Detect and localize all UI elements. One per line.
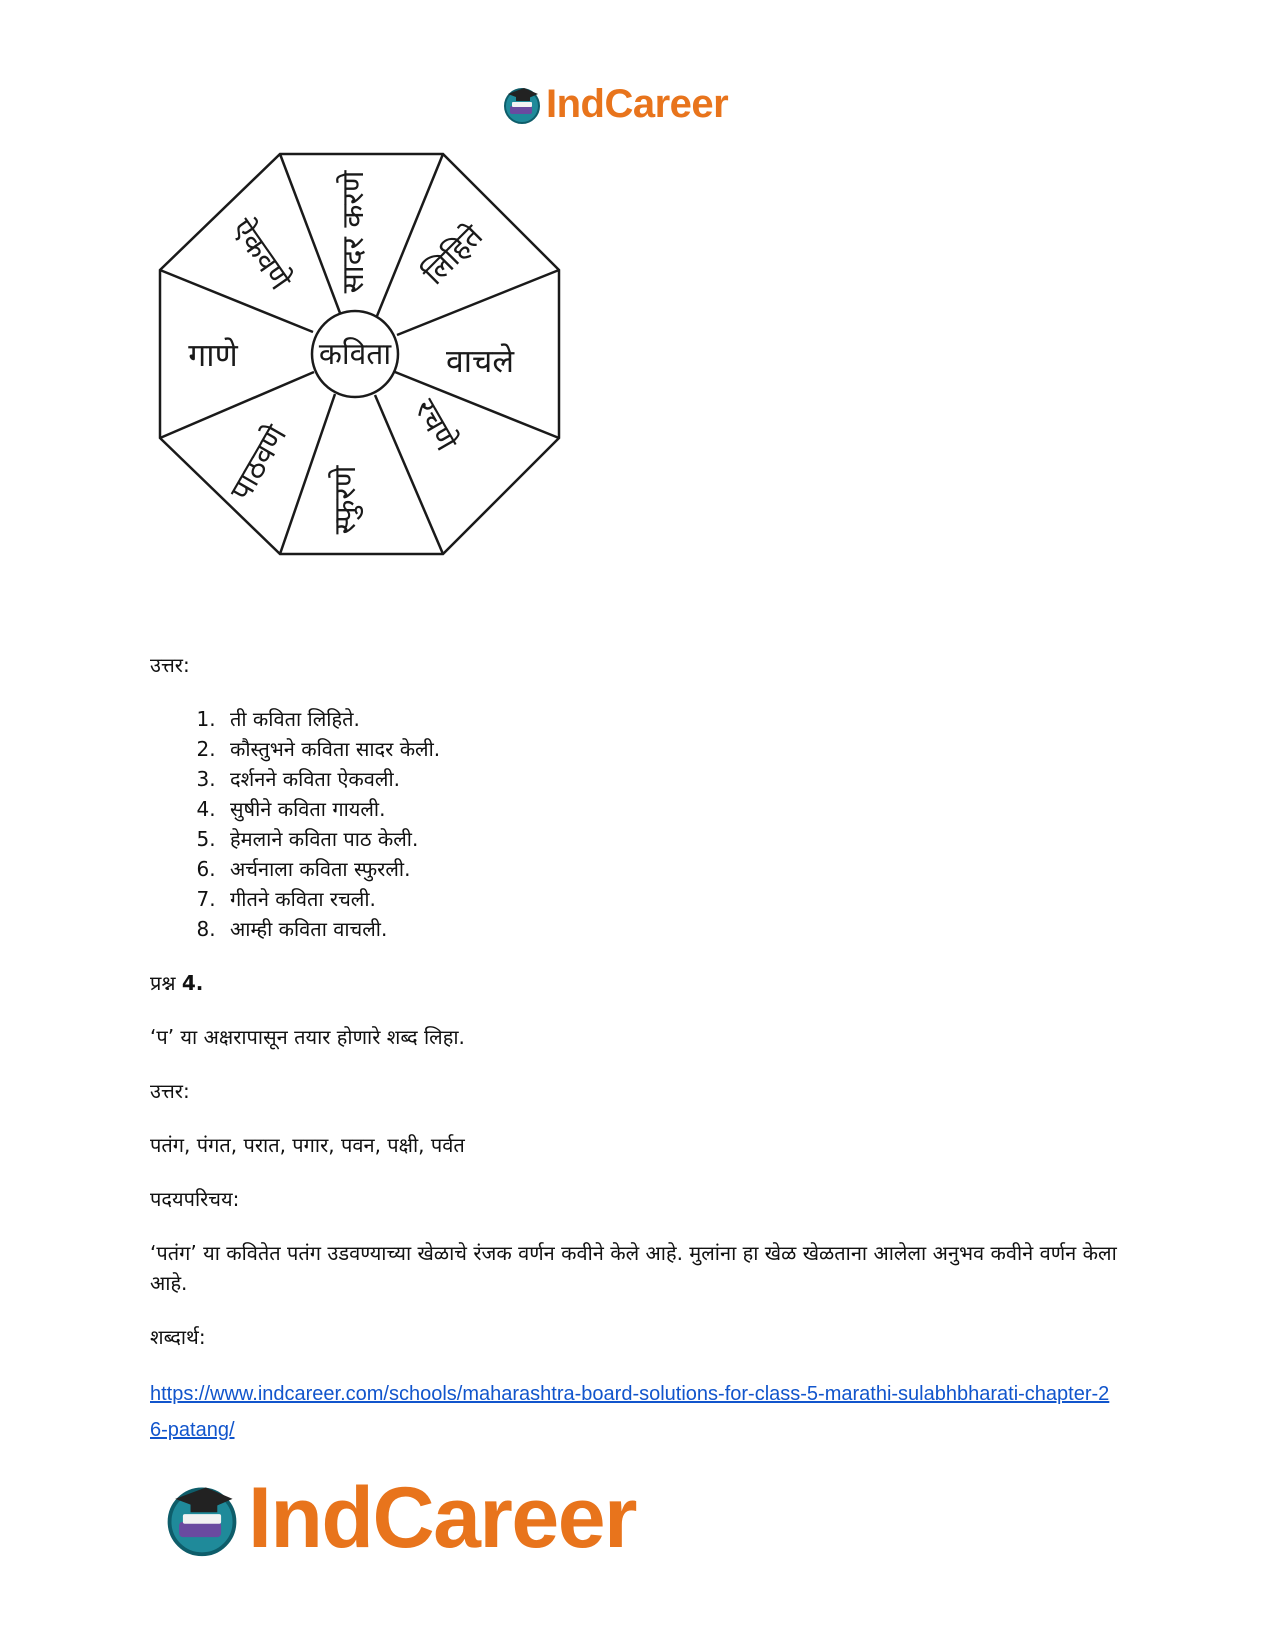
diagram-segment-4: रचणे [406, 393, 464, 457]
question-number: 4. [181, 971, 204, 995]
answer-label: उत्तर: [150, 1079, 190, 1103]
graduation-globe-icon [500, 82, 544, 126]
question-text: ‘प’ या अक्षरापासून तयार होणारे शब्द लिहा. [150, 1025, 465, 1049]
diagram-segment-7: गाणे [188, 336, 238, 374]
indcareer-logo-header [500, 80, 728, 128]
kavita-word-wheel-diagram [155, 150, 575, 574]
poem-intro-label: पदयपरिचय: [150, 1187, 240, 1211]
answer-content [150, 650, 1140, 1448]
list-item: 7. गीतने कविता रचली. [222, 884, 1140, 914]
list-item: 8. आम्ही कविता वाचली. [222, 914, 1140, 944]
list-item: 3. दर्शनने कविता ऐकवली. [222, 764, 1140, 794]
diagram-segment-2: लिहिते [416, 218, 491, 293]
question-heading [150, 968, 1140, 998]
diagram-segment-1: सादर करणे [336, 170, 371, 294]
diagram-segment-6: पाठवणे [223, 419, 295, 507]
list-item: 1. ती कविता लिहिते. [222, 704, 1140, 734]
logo-wordmark: IndCareer [546, 81, 729, 126]
diagram-segment-8: ऐकवणे [224, 212, 298, 297]
list-item: 6. अर्चनाला कविता स्फुरली. [222, 854, 1140, 884]
list-item: 4. सुषीने कविता गायली. [222, 794, 1140, 824]
indcareer-logo-footer [160, 1468, 636, 1568]
answer-words: पतंग, पंगत, परात, पगार, पवन, पक्षी, पर्वत [150, 1133, 465, 1157]
diagram-center-label: कविता [318, 337, 392, 372]
answer-list [150, 704, 1140, 944]
diagram-segment-5: स्फुरणे [328, 465, 363, 535]
poem-intro-text: ‘पतंग’ या कवितेत पतंग उडवण्याच्या खेळाचे रंजक वर्णन कवीने केले आहे. मुलांना हा खेळ खेळताना आलेला अनुभव कवीने वर्णन केला आहे. [150, 1241, 1117, 1295]
source-link[interactable]: https://www.indcareer.com/schools/maharashtra-board-solutions-for-class-5-marathi-sulabhbharati-chapter-26-patang/ [150, 1383, 1110, 1441]
logo-wordmark: IndCareer [248, 1469, 636, 1566]
answer-label: उत्तर: [150, 653, 190, 677]
list-item: 2. कौस्तुभने कविता सादर केली. [222, 734, 1140, 764]
glossary-label: शब्दार्थ: [150, 1325, 206, 1349]
list-item: 5. हेमलाने कविता पाठ केली. [222, 824, 1140, 854]
diagram-segment-3: वाचले [445, 342, 515, 380]
question-label: प्रश्न [150, 971, 176, 995]
graduation-globe-icon [160, 1476, 244, 1560]
